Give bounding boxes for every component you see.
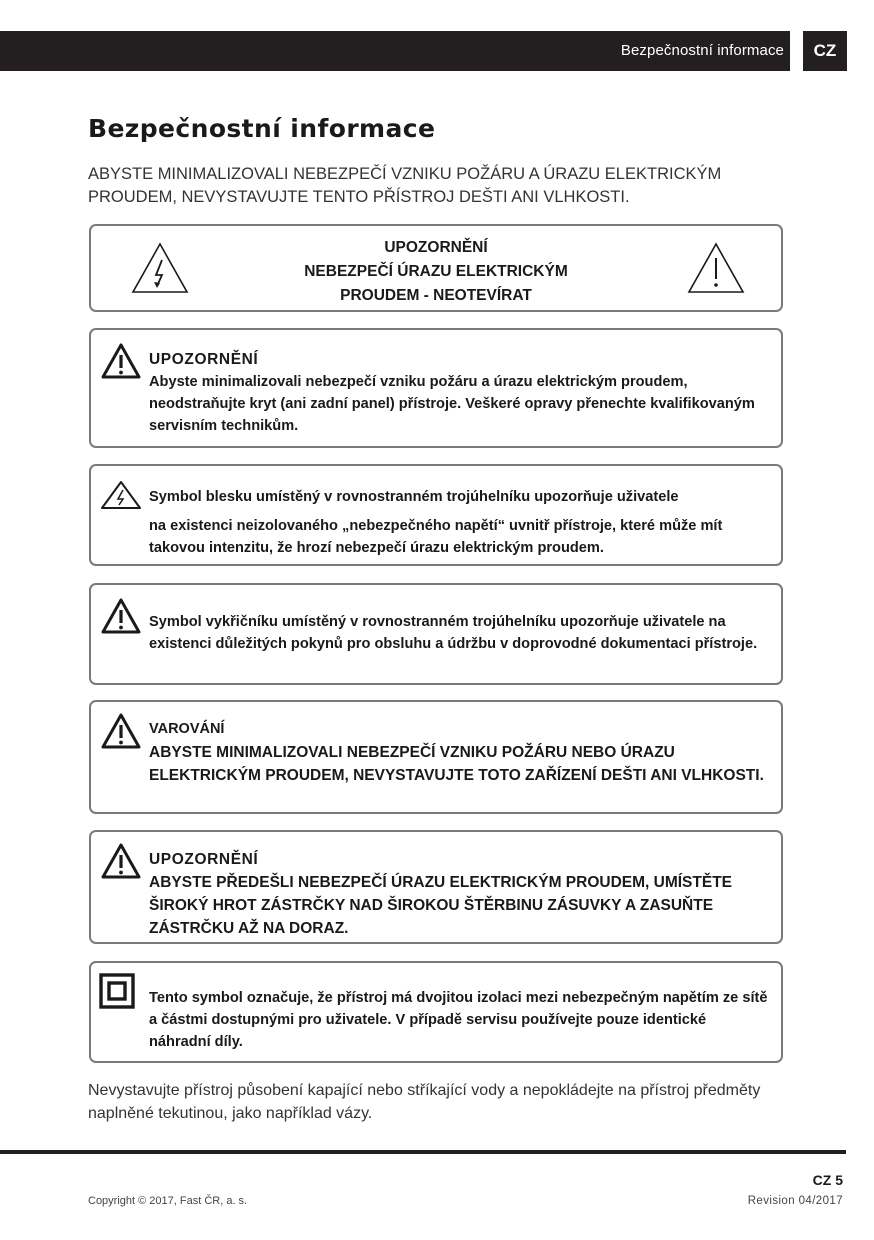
page-title: Bezpečnostní informace xyxy=(88,114,436,143)
notice-text: Abyste minimalizovali nebezpečí vzniku požáru a úrazu elektrickým proudem, neodstraňujte kryt (ani zadní panel) přístroje. Veškeré opravy přenechte kvalifikovaným servisním technikům. xyxy=(149,374,755,434)
notice-box-lightning-symbol xyxy=(89,464,783,566)
page-number: CZ 5 xyxy=(812,1172,843,1188)
language-tab: CZ xyxy=(803,31,847,71)
caution-box-text xyxy=(91,236,781,308)
copyright-text: Copyright © 2017, Fast ČR, a. s. xyxy=(88,1195,248,1207)
exclamation-triangle-icon xyxy=(687,242,745,294)
notice-heading: UPOZORNĚNÍ xyxy=(149,351,259,368)
notice-text-line-1: Symbol blesku umístěný v rovnostranném trojúhelníku upozorňuje uživatele xyxy=(149,489,679,505)
notice-box-exclamation-symbol xyxy=(89,583,783,685)
notice-body xyxy=(149,848,771,940)
notice-body xyxy=(149,987,771,1053)
notice-heading: VAROVÁNÍ xyxy=(149,721,225,737)
notice-text: ABYSTE MINIMALIZOVALI NEBEZPEČÍ VZNIKU POŽÁRU NEBO ÚRAZU ELEKTRICKÝM PROUDEM, NEVYSTAVUJTE TOTO ZAŘÍZENÍ DEŠTI ANI VLHKOSTI. xyxy=(149,744,764,784)
footer-divider xyxy=(0,1150,846,1154)
double-insulation-icon xyxy=(99,973,135,1009)
lightning-triangle-icon xyxy=(100,480,142,510)
notice-text-line-2: na existenci neizolovaného „nebezpečného napětí“ uvnitř přístroje, které může mít takovou intenzitu, že hrozí nebezpečí úrazu elektrickým proudem. xyxy=(149,518,723,556)
exclamation-triangle-icon xyxy=(100,342,142,380)
closing-paragraph: Nevystavujte přístroj působení kapající nebo stříkající vody a nepokládejte na přístroj předměty naplněné tekutinou, jako například vázy. xyxy=(88,1082,761,1122)
revision-text: Revision 04/2017 xyxy=(747,1195,843,1207)
exclamation-triangle-icon xyxy=(100,597,142,635)
notice-box-double-insulation xyxy=(89,961,783,1063)
header-section-title: Bezpečnostní informace xyxy=(620,42,784,59)
notice-text: ABYSTE PŘEDEŠLI NEBEZPEČÍ ÚRAZU ELEKTRICKÝM PROUDEM, UMÍSTĚTE ŠIROKÝ HROT ZÁSTRČKY NAD ŠIROKOU ŠTĚRBINU ZÁSUVKY A ZASUŇTE ZÁSTRČKU AŽ NA DORAZ. xyxy=(149,874,733,937)
notice-body xyxy=(149,486,771,559)
notice-box-warning xyxy=(89,700,783,814)
caution-line-1: UPOZORNĚNÍ xyxy=(384,239,488,256)
notice-heading: UPOZORNĚNÍ xyxy=(149,851,259,868)
caution-box xyxy=(89,224,783,312)
notice-body xyxy=(149,611,771,655)
notice-box-plug xyxy=(89,830,783,944)
header-bar xyxy=(0,31,790,71)
exclamation-triangle-icon xyxy=(100,712,142,750)
notice-body xyxy=(149,348,771,437)
notice-box-caution-cover xyxy=(89,328,783,448)
caution-line-3: PROUDEM - NEOTEVÍRAT xyxy=(340,287,532,304)
notice-body xyxy=(149,718,771,787)
notice-text: Tento symbol označuje, že přístroj má dvojitou izolaci mezi nebezpečným napětím ze sítě a částmi dostupnými pro uživatele. V případě servisu používejte pouze identické náhradní díly. xyxy=(149,990,768,1050)
notice-text: Symbol vykřičníku umístěný v rovnostranném trojúhelníku upozorňuje uživatele na existenci důležitých pokynů pro obsluhu a údržbu v doprovodné dokumentaci přístroje. xyxy=(149,614,758,652)
intro-paragraph: ABYSTE MINIMALIZOVALI NEBEZPEČÍ VZNIKU POŽÁRU A ÚRAZU ELEKTRICKÝM PROUDEM, NEVYSTAVUJTE TENTO PŘÍSTROJ DEŠTI ANI VLHKOSTI. xyxy=(88,165,722,206)
exclamation-triangle-icon xyxy=(100,842,142,880)
caution-line-2: NEBEZPEČÍ ÚRAZU ELEKTRICKÝM xyxy=(304,263,568,280)
